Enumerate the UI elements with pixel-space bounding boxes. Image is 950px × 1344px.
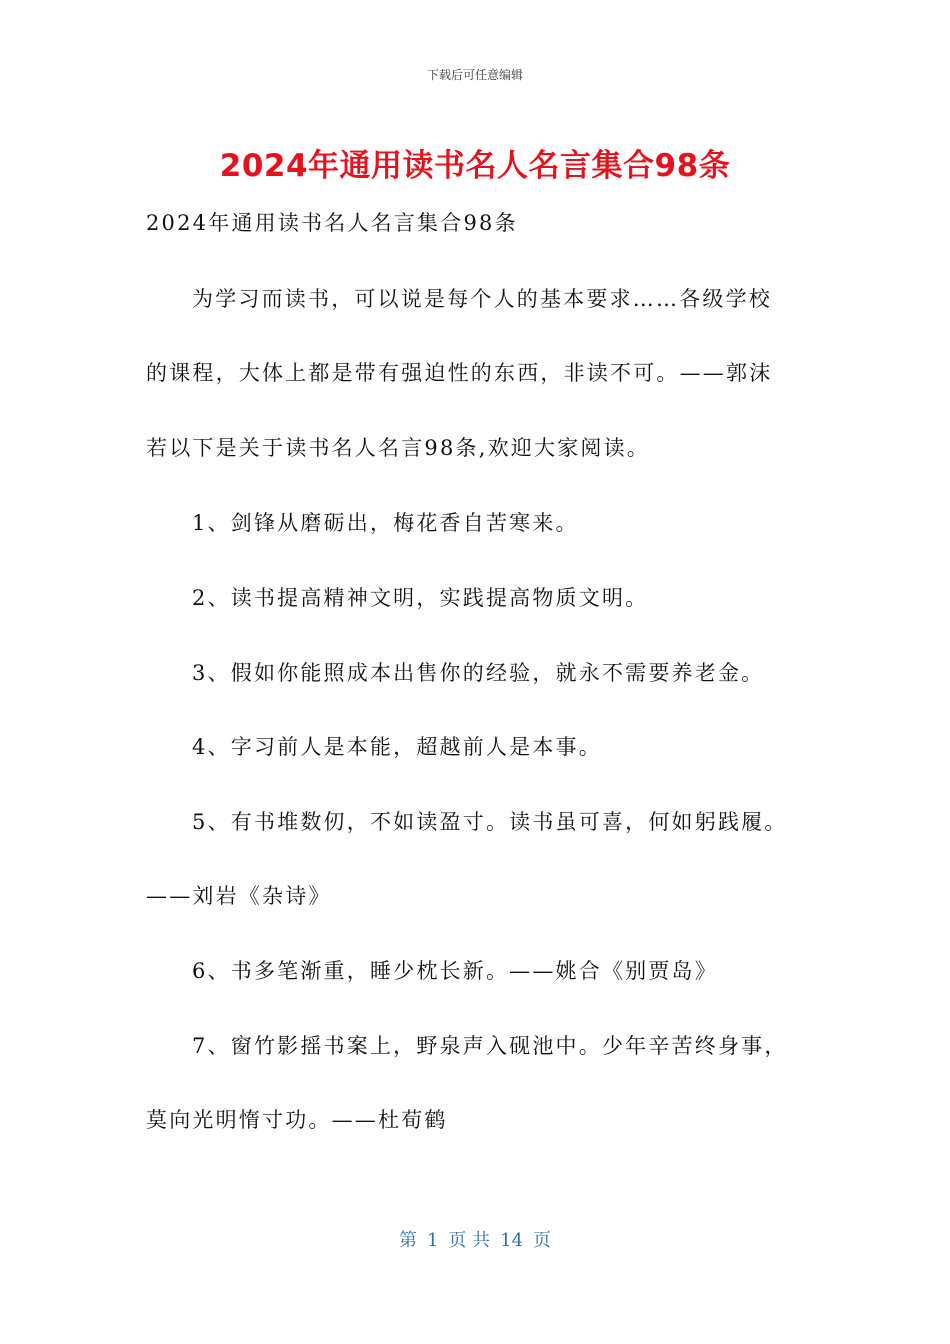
quote-item: 2、读书提高精神文明，实践提高物质文明。	[192, 586, 649, 610]
subtitle-line: 2024年通用读书名人名言集合98条	[146, 211, 518, 235]
document-title: 2024年通用读书名人名言集合98条	[219, 148, 731, 184]
header-note: 下载后可任意编辑	[426, 68, 523, 82]
paragraph-line: 为学习而读书，可以说是每个人的基本要求……各级学校	[192, 287, 772, 311]
quote-item: 3、假如你能照成本出售你的经验，就永不需要养老金。	[192, 661, 765, 685]
quote-item: 6、书多笔渐重，睡少枕长新。——姚合《别贾岛》	[192, 959, 718, 983]
quote-item: 4、字习前人是本能，超越前人是本事。	[192, 735, 602, 759]
page-footer	[0, 1226, 950, 1252]
footer-middle: 页 共	[448, 1230, 491, 1251]
paragraph-line: 若以下是关于读书名人名言98条,欢迎大家阅读。	[146, 436, 650, 460]
footer-total-pages: 14	[500, 1230, 524, 1251]
footer-prefix: 第	[398, 1230, 417, 1251]
footer-suffix: 页	[533, 1230, 552, 1251]
quote-item: 1、剑锋从磨砺出，梅花香自苦寒来。	[192, 511, 579, 535]
quote-attribution: ——刘岩《杂诗》	[146, 884, 332, 908]
paragraph-line: 的课程，大体上都是带有强迫性的东西，非读不可。——郭沫	[146, 361, 773, 385]
quote-item: 7、窗竹影摇书案上，野泉声入砚池中。少年辛苦终身事，	[192, 1034, 788, 1058]
quote-attribution: 莫向光明惰寸功。——杜荀鹤	[146, 1108, 448, 1132]
footer-page-number: 1	[426, 1230, 439, 1251]
quote-item: 5、有书堆数仞，不如读盈寸。读书虽可喜，何如躬践履。	[192, 810, 788, 834]
